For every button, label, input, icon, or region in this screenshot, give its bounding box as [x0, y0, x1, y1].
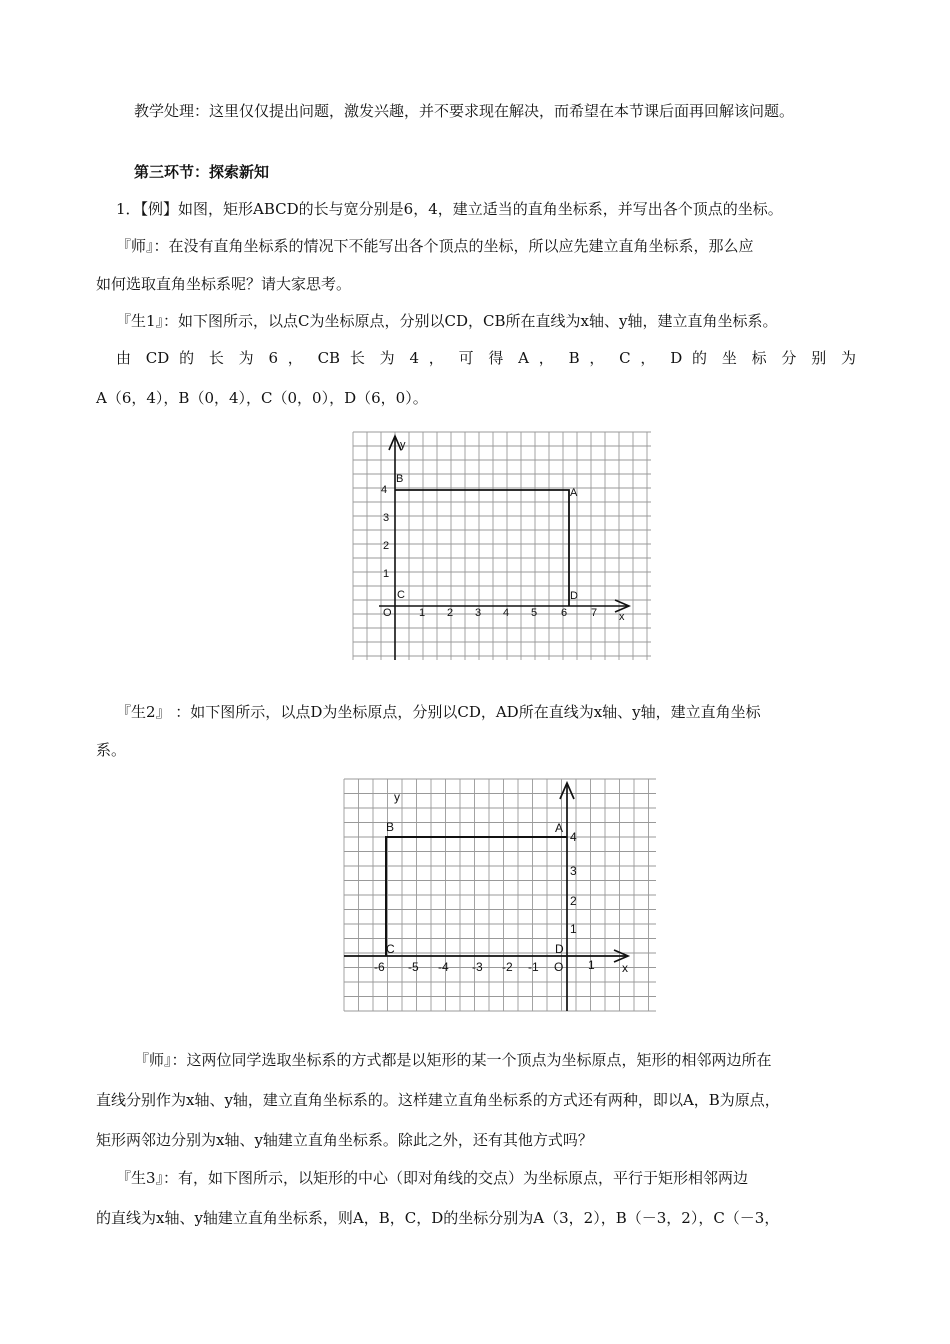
figure-2-y-tick-2: 2 [570, 894, 577, 908]
paragraph-teacher-1b: 如何选取直角坐标系呢？请大家思考。 [96, 275, 352, 293]
paragraph-teacher-2a: 『师』：这两位同学选取坐标系的方式都是以矩形的某一个顶点为坐标原点，矩形的相邻两边所在 [134, 1051, 772, 1069]
figure-1-y-axis-label: y [400, 439, 406, 451]
figure-1-y-tick-2: 2 [383, 540, 390, 552]
figure-2-y-tick-4: 4 [570, 830, 577, 844]
paragraph-teacher-2b: 直线分别作为x轴、y轴，建立直角坐标系的。这样建立直角坐标系的方式还有两种，即以A，B为原点， [96, 1091, 780, 1109]
figure-2-x-axis-label: x [622, 961, 628, 975]
section-heading: 第三环节：探索新知 [134, 163, 270, 181]
figure-1-y-tick-1: 1 [383, 568, 390, 580]
figure-1-x-tick-3: 3 [475, 607, 482, 619]
paragraph-student-3a: 『生3』：有，如下图所示，以矩形的中心（即对角线的交点）为坐标原点，平行于矩形相邻两边 [116, 1169, 749, 1187]
paragraph-student-1: 『生1』：如下图所示，以点C为坐标原点，分别以CD，CB所在直线为x轴、y轴，建立直角坐标系。 [116, 312, 778, 330]
figure-1-label-d: D [570, 590, 578, 602]
figure-1-x-tick-7: 7 [591, 607, 598, 619]
figure-2-y-axis-label: y [394, 790, 400, 804]
figure-1-x-axis-label: x [619, 611, 625, 623]
figure-1-x-tick-o: O [383, 607, 392, 619]
figure-2-x-tick-neg1: -1 [528, 960, 539, 974]
paragraph-student-1c: A（6，4），B（0，4），C（0，0），D（6，0）。 [96, 389, 428, 407]
figure-1-x-tick-1: 1 [419, 607, 426, 619]
figure-2-x-tick-neg2: -2 [502, 960, 513, 974]
figure-2-coordinate-grid [340, 775, 660, 1015]
figure-2-x-tick-1: 1 [588, 958, 595, 972]
figure-2-x-tick-neg5: -5 [408, 960, 419, 974]
figure-2-y-tick-3: 3 [570, 864, 577, 878]
figure-2-x-tick-neg4: -4 [438, 960, 449, 974]
paragraph-student-2b: 系。 [96, 741, 127, 759]
figure-1-x-tick-4: 4 [503, 607, 510, 619]
figure-1-gridlines [353, 432, 651, 660]
figure-1-label-a: A [570, 487, 578, 499]
figure-1-coordinate-grid [349, 428, 655, 664]
figure-2-x-tick-neg6: -6 [374, 960, 385, 974]
figure-2-x-tick-o: O [554, 960, 564, 974]
paragraph-student-3b: 的直线为x轴、y轴建立直角坐标系，则A，B，C，D的坐标分别为A（3，2），B（－3，2），C（－3， [96, 1209, 780, 1227]
paragraph-teaching-note: 教学处理：这里仅仅提出问题，激发兴趣，并不要求现在解决，而希望在本节课后面再回解该问题。 [134, 102, 795, 120]
paragraph-student-2a: 『生2』 ：如下图所示，以点D为坐标原点，分别以CD，AD所在直线为x轴、y轴，建立直角坐标 [116, 703, 761, 721]
figure-1-y-tick-3: 3 [383, 512, 390, 524]
figure-2-label-c: C [386, 942, 395, 956]
figure-1-x-tick-2: 2 [447, 607, 454, 619]
figure-2-label-a: A [555, 821, 564, 835]
paragraph-example: 1．【例】如图，矩形ABCD的长与宽分别是6，4，建立适当的直角坐标系，并写出各个顶点的坐标。 [116, 200, 783, 218]
figure-1-y-tick-4: 4 [381, 484, 388, 496]
figure-2-label-b: B [386, 820, 395, 834]
figure-2-y-tick-1: 1 [570, 922, 577, 936]
paragraph-teacher-2c: 矩形两邻边分别为x轴、y轴建立直角坐标系。除此之外，还有其他方式吗？ [96, 1131, 593, 1149]
figure-1-label-c: C [397, 589, 405, 601]
figure-1-x-tick-5: 5 [531, 607, 538, 619]
figure-1-rectangle [395, 490, 569, 606]
figure-2-label-d: D [555, 942, 564, 956]
figure-1-x-tick-6: 6 [561, 607, 568, 619]
paragraph-teacher-1a: 『师』：在没有直角坐标系的情况下不能写出各个顶点的坐标，所以应先建立直角坐标系，那么应 [116, 237, 754, 255]
paragraph-student-1b: 由 CD 的 长 为 6 ， CB 长 为 4 ， 可 得 A ， B ， C ， D 的 坐 标 分 别 为 [116, 349, 856, 367]
figure-1-label-b: B [396, 473, 404, 485]
figure-2-x-tick-neg3: -3 [472, 960, 483, 974]
figure-2-gridlines [344, 779, 656, 1011]
